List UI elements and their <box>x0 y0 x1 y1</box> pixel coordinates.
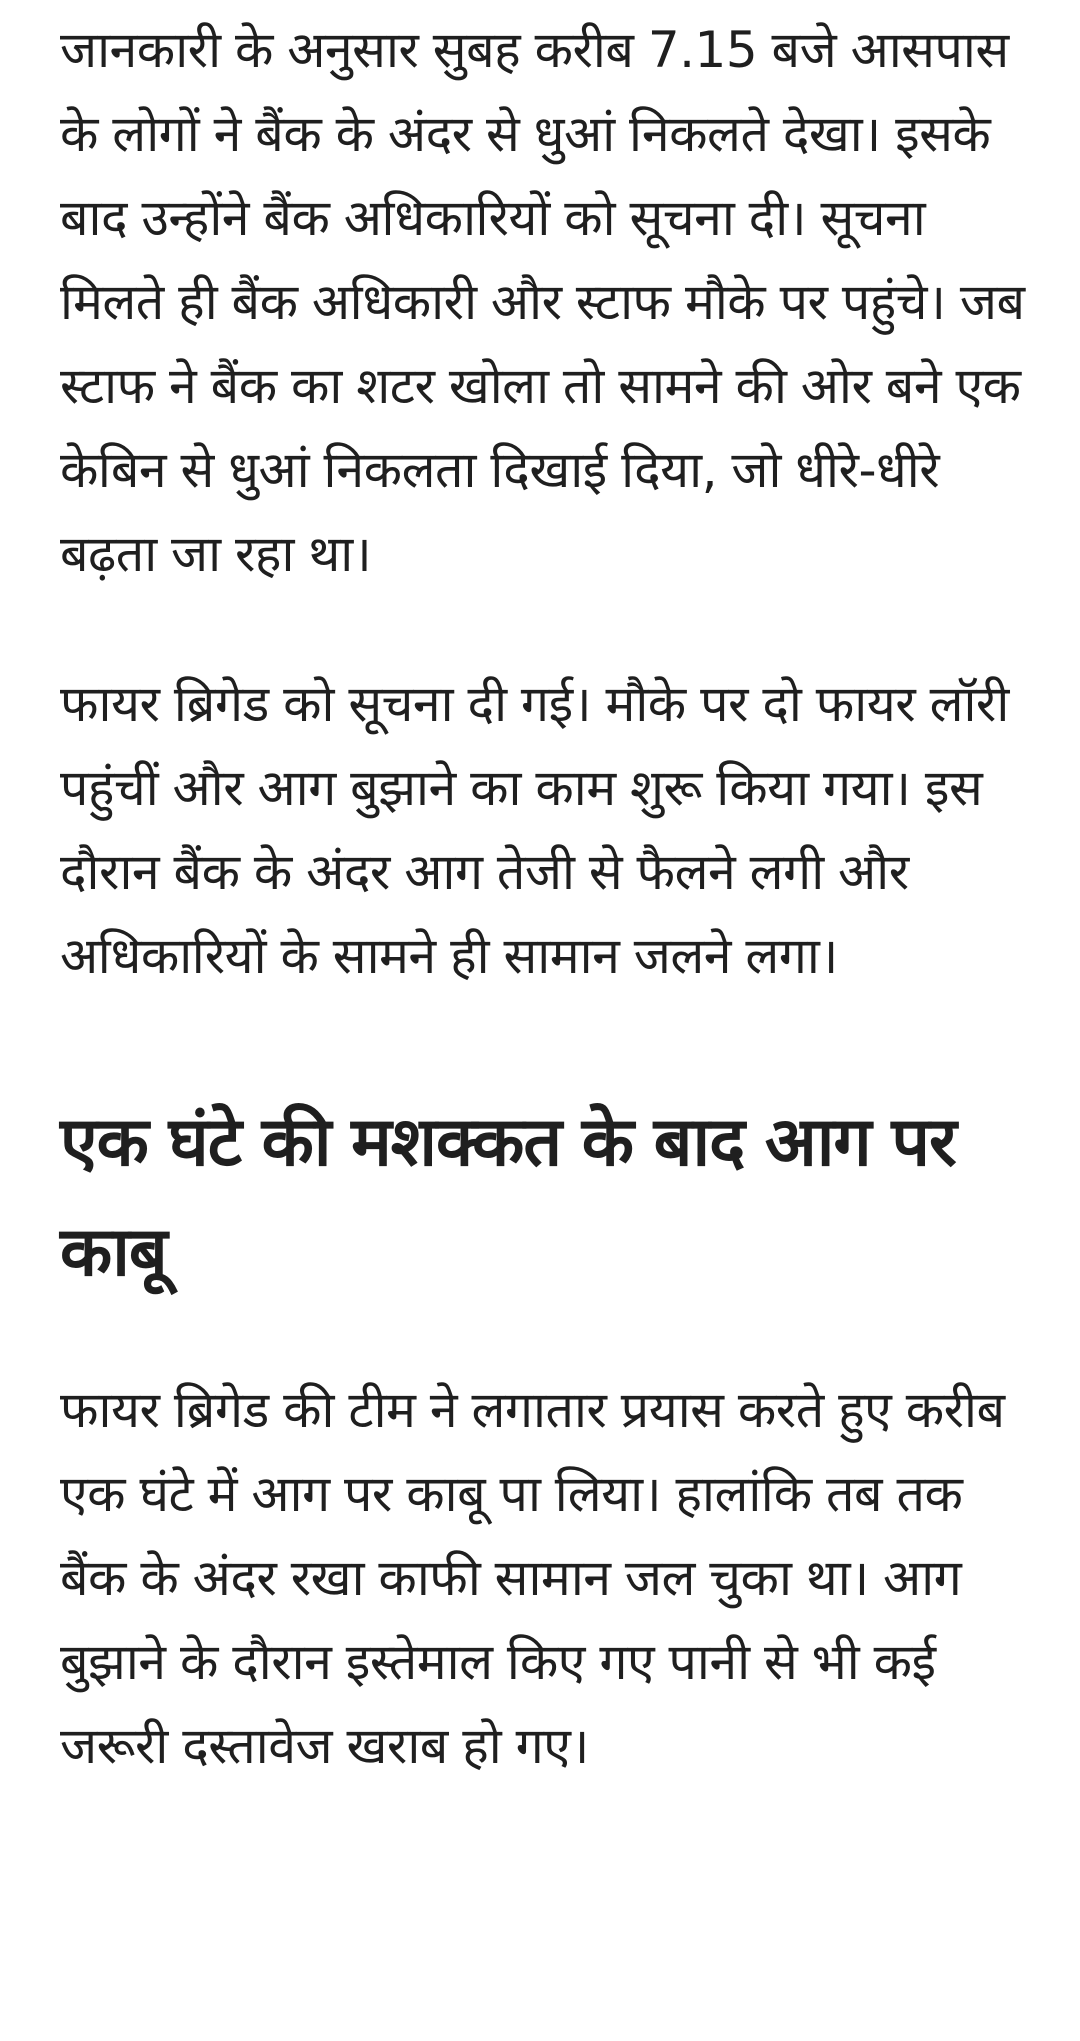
article-paragraph-2: फायर ब्रिगेड को सूचना दी गई। मौके पर दो फायर लॉरी पहुंचीं और आग बुझाने का काम शुरू किया गया। इस दौरान बैंक के अंदर आग तेजी से फैलने लगी और अधिकारियों के सामने ही सामान जलने लगा। <box>60 675 1009 985</box>
article-paragraph-3: फायर ब्रिगेड की टीम ने लगातार प्रयास करते हुए करीब एक घंटे में आग पर काबू पा लिया। हालांकि तब तक बैंक के अंदर रखा काफी सामान जल चुका था। आग बुझाने के दौरान इस्तेमाल किए गए पानी से भी कई जरूरी दस्तावेज खराब हो गए। <box>60 1381 1005 1775</box>
article-body <box>60 0 1035 1788</box>
section-heading: एक घंटे की मशक्कत के बाद आग पर काबू <box>60 1103 956 1292</box>
article-paragraph-1: जानकारी के अनुसार सुबह करीब 7.15 बजे आसपास के लोगों ने बैंक के अंदर से धुआं निकलते देखा। इसके बाद उन्होंने बैंक अधिकारियों को सूचना दी। सूचना मिलते ही बैंक अधिकारी और स्टाफ मौके पर पहुंचे। जब स्टाफ ने बैंक का शटर खोला तो सामने की ओर बने एक केबिन से धुआं निकलता दिखाई दिया, जो धीरे-धीरे बढ़ता जा रहा था। <box>60 21 1025 583</box>
